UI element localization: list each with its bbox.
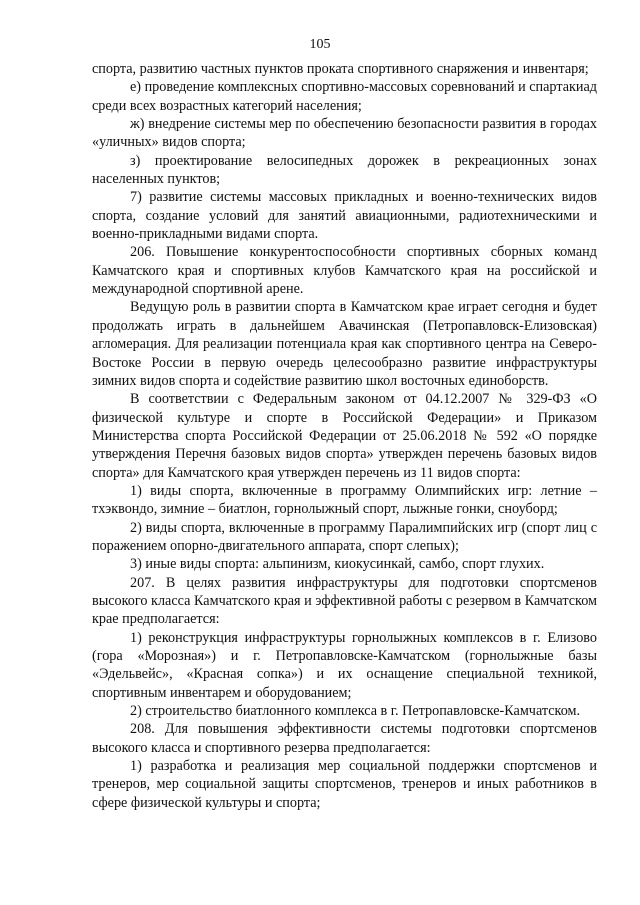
paragraph: 1) разработка и реализация мер социальной поддержки спортсменов и тренеров, мер социальной защиты спортсменов, тренеров и иных работников в сфере физической культуры и спорта; <box>92 758 597 811</box>
paragraph: 207. В целях развития инфраструктуры для подготовки спортсменов высокого класса Камчатского края и эффективной работы с резервом в Камчатском крае предполагается: <box>92 574 597 628</box>
paragraph: 1) виды спорта, включенные в программу Олимпийских игр: летние – тхэквондо, зимние – биатлон, горнолыжный спорт, лыжные гонки, сноуборд; <box>92 482 597 518</box>
paragraph: е) проведение комплексных спортивно-массовых соревнований и спартакиад среди всех возрастных категорий населения; <box>92 79 597 114</box>
paragraph: 206. Повышение конкурентоспособности спортивных сборных команд Камчатского края и спортивных клубов Камчатского края на российской и международной спортивной арене. <box>92 244 597 298</box>
page-number: 105 <box>309 37 331 52</box>
paragraph: ж) внедрение системы мер по обеспечению безопасности развития в городах «уличных» видов спорта; <box>92 116 597 151</box>
paragraph: з) проектирование велосипедных дорожек в рекреационных зонах населенных пунктов; <box>92 152 597 188</box>
paragraph: 2) строительство биатлонного комплекса в г. Петропавловске-Камчатском. <box>130 703 581 720</box>
document-body <box>92 60 597 812</box>
paragraph: 7) развитие системы массовых прикладных и военно-технических видов спорта, создание условий для занятий авиационными, радиотехническими и военно-прикладными видами спорта. <box>92 189 597 243</box>
paragraph: 208. Для повышения эффективности системы подготовки спортсменов высокого класса и спортивного резерва предполагается: <box>92 721 597 756</box>
paragraph: В соответствии с Федеральным законом от 04.12.2007 № 329-ФЗ «О физической культуре и спорте в Российской Федерации» и Приказом Министерства спорта Российской Федерации от 25.06.2018 № 592 «О порядке утверждения Перечня базовых видов спорта» утвержден перечень базовых видов спорта» для Камчатского края утвержден перечень из 11 видов спорта: <box>92 391 597 481</box>
paragraph: 3) иные виды спорта: альпинизм, киокусинкай, самбо, спорт глухих. <box>130 556 545 573</box>
paragraph: 2) виды спорта, включенные в программу Паралимпийских игр (спорт лиц с поражением опорно-двигательного аппарата, спорт слепых); <box>92 519 597 554</box>
paragraph: Ведущую роль в развитии спорта в Камчатском крае играет сегодня и будет продолжать играть в дальнейшем Авачинская (Петропавловск-Елизовская) агломерация. Для реализации потенциала края как спортивного центра на Северо-Востоке России в первую очередь целесообразно развитие инфраструктуры зимних видов спорта и содействие развитию школ восточных единоборств. <box>92 299 597 389</box>
paragraph: 1) реконструкция инфраструктуры горнолыжных комплексов в г. Елизово (гора «Морозная») и г. Петропавловске-Камчатском (горнолыжные базы «Эдельвейс», «Красная сопка») и их оснащение специальной техникой, спортивным инвентарем и оборудованием; <box>92 629 597 701</box>
paragraph: спорта, развитию частных пунктов проката спортивного снаряжения и инвентаря; <box>92 61 589 77</box>
